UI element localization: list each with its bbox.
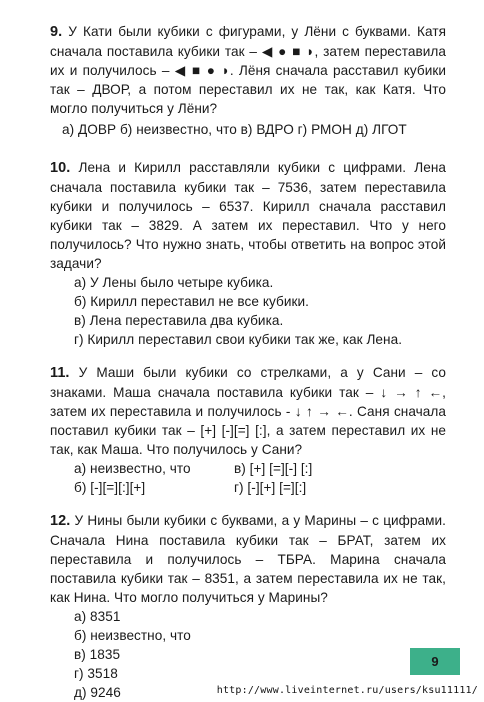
footer-url: http://www.liveinternet.ru/users/ksu11111/ bbox=[216, 685, 478, 696]
task-10-number: 10. bbox=[50, 160, 71, 176]
task-10-option-b: б) Кирилл переставил не все кубики. bbox=[74, 294, 309, 309]
task-12 bbox=[50, 511, 446, 702]
task-12-option-d: д) 9246 bbox=[74, 685, 121, 700]
task-11-text bbox=[50, 363, 446, 459]
task-11-option-b: б) [-][=][:][+] bbox=[74, 480, 146, 495]
task-9-body: У Кати были кубики с фигурами, у Лёни с буквами. Катя сначала поставила кубики так – ◀ ● ■ ◗, затем переставила их и получилось – ◀ ■ ● ◗. Лёня сначала расставил кубики так – ДВОР, а потом переставил их не так, как Катя. Что могло получиться у Лёни? bbox=[50, 24, 447, 116]
task-10-option-g: г) Кирилл переставил свои кубики так же, как Лена. bbox=[74, 332, 403, 347]
task-10-text bbox=[50, 158, 446, 273]
task-9-number: 9. bbox=[50, 24, 63, 40]
task-11-number: 11. bbox=[50, 365, 70, 381]
page-content bbox=[50, 22, 446, 702]
task-12-text bbox=[50, 511, 446, 607]
task-12-number: 12. bbox=[50, 513, 71, 529]
task-9-text bbox=[50, 22, 446, 118]
task-11-option-g: г) [-][+] [=][:] bbox=[234, 480, 307, 495]
task-9-options: а) ДОВР б) неизвестно, что в) ВДРО г) РМОН д) ЛГОТ bbox=[62, 122, 407, 137]
task-12-option-v: в) 1835 bbox=[74, 647, 121, 662]
task-10-options bbox=[50, 273, 446, 349]
task-10-option-a: а) У Лены было четыре кубика. bbox=[74, 275, 274, 290]
task-10 bbox=[50, 158, 446, 349]
page-number-badge bbox=[410, 648, 460, 675]
task-11 bbox=[50, 363, 446, 497]
task-12-option-g: г) 3518 bbox=[74, 666, 118, 681]
task-11-options bbox=[50, 459, 446, 497]
page-number: 9 bbox=[431, 654, 439, 669]
task-11-body: У Маши были кубики со стрелками, а у Сани – со знаками. Маша сначала поставила кубики так – ↓ → ↑ ←, затем их переставила и получилось - ↓ ↑ → ←. Саня сначала поставил кубики так – [+] [-][=] [:], а затем переставил их не так, как Маша. Что получилось у Сани? bbox=[50, 365, 446, 457]
task-11-option-a: а) неизвестно, что bbox=[74, 461, 191, 476]
task-12-body: У Нины были кубики с буквами, а у Марины – с цифрами. Сначала Нина поставила кубики так – БРАТ, затем их переставила и получилось – ТБРА. Марина сначала поставила кубики так – 8351, а затем переставила их не так, как Нина. Что могло получиться у Марины? bbox=[50, 513, 446, 605]
task-11-option-v: в) [+] [=][-] [:] bbox=[234, 461, 313, 476]
task-9 bbox=[50, 22, 446, 139]
task-12-option-b: б) неизвестно, что bbox=[74, 628, 191, 643]
task-12-option-a: а) 8351 bbox=[74, 609, 121, 624]
task-10-option-v: в) Лена переставила два кубика. bbox=[74, 313, 284, 328]
task-10-body: Лена и Кирилл расставляли кубики с цифрами. Лена сначала поставила кубики так – 7536, затем переставила кубики и получилось – 6537. Кирилл сначала расставил кубики так – 3829. А затем их переставил. Что у него получилось? Что нужно знать, чтобы ответить на вопрос этой задачи? bbox=[50, 160, 446, 271]
